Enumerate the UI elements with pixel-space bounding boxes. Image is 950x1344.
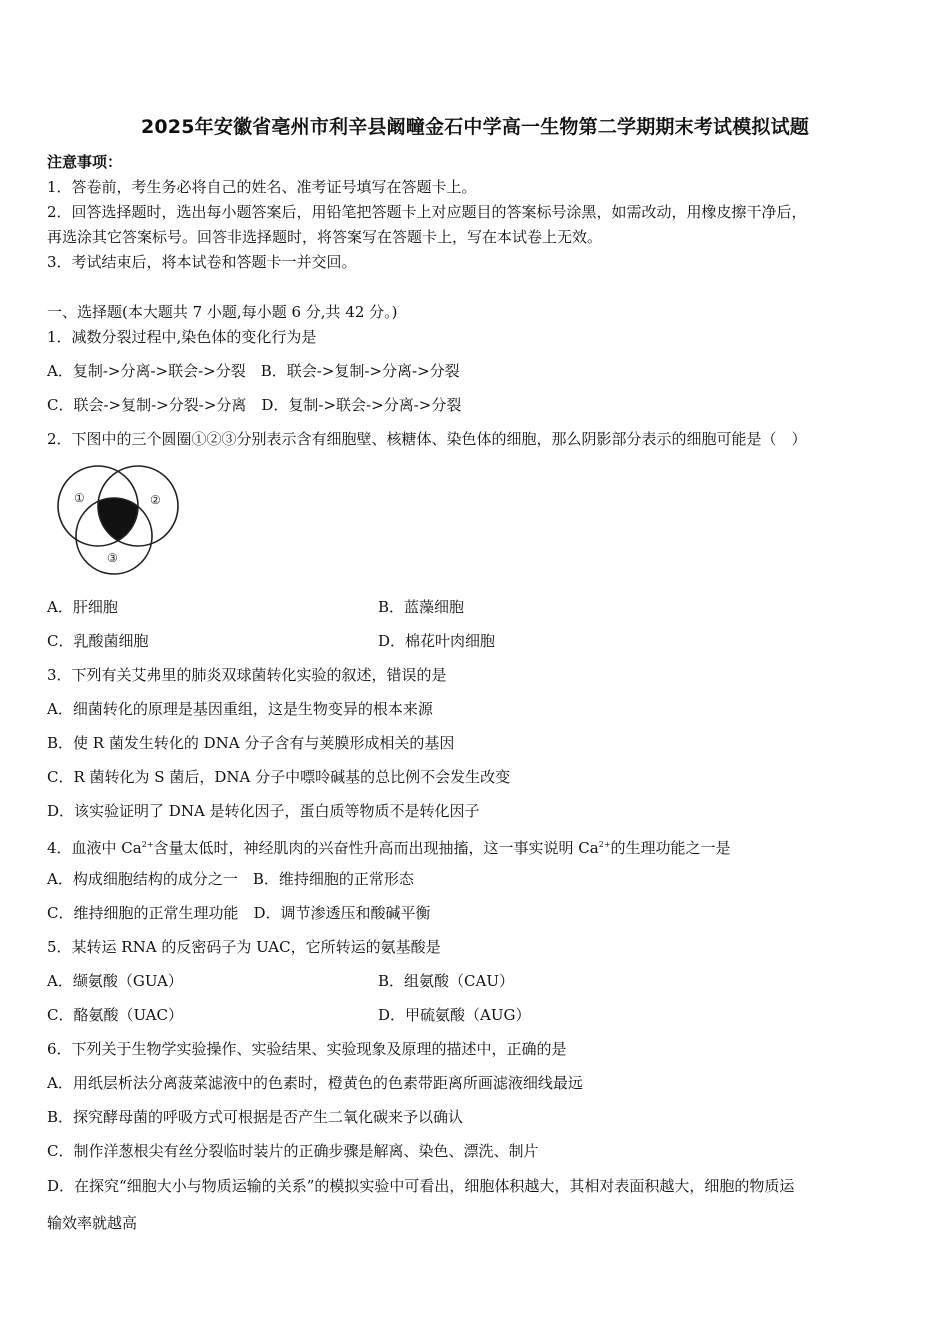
q4-options-row2: C．维持细胞的正常生理功能 D．调节渗透压和酸碱平衡 [47, 904, 431, 922]
notice-item-1: 1．答卷前，考生务必将自己的姓名、准考证号填写在答题卡上。 [47, 178, 477, 196]
q2-option-c: C．乳酸菌细胞 [47, 632, 149, 650]
q1-options-row1: A．复制->分离->联会->分裂 B．联会->复制->分离->分裂 [47, 362, 460, 380]
notice-item-2: 2．回答选择题时，选出每小题答案后，用铅笔把答题卡上对应题目的答案标号涂黑，如需改动，用橡皮擦干净后， [47, 203, 807, 221]
q4-sup-2: 2+ [598, 840, 611, 849]
q4-stem-c: 的生理功能之一是 [610, 839, 731, 857]
q6-option-b: B．探究酵母菌的呼吸方式可根据是否产生二氧化碳来予以确认 [47, 1108, 464, 1126]
section-heading: 一、选择题(本大题共 7 小题,每小题 6 分,共 42 分。) [47, 303, 398, 321]
venn-label-1: ① [74, 491, 85, 505]
q1-options-row2: C．联会->复制->分裂->分离 D．复制->联会->分离->分裂 [47, 396, 462, 414]
notice-item-3: 3．考试结束后，将本试卷和答题卡一并交回。 [47, 253, 357, 271]
q6-option-d-cont: 输效率就越高 [47, 1214, 138, 1232]
q6-option-a: A．用纸层析法分离菠菜滤液中的色素时，橙黄色的色素带距离所画滤液细线最远 [47, 1074, 583, 1092]
q6-stem: 6．下列关于生物学实验操作、实验结果、实验现象及原理的描述中，正确的是 [47, 1040, 567, 1058]
venn-label-2: ② [150, 493, 161, 507]
q2-option-b: B．蓝藻细胞 [378, 598, 465, 616]
venn-diagram [50, 460, 180, 580]
q2-option-d: D．棉花叶肉细胞 [378, 632, 496, 650]
q4-stem-b: 含量太低时，神经肌肉的兴奋性升高而出现抽搐，这一事实说明 Ca [153, 839, 599, 857]
q2-stem: 2．下图中的三个圆圈①②③分别表示含有细胞壁、核糖体、染色体的细胞，那么阴影部分表示的细胞可能是（ ） [47, 430, 807, 448]
q2-option-a: A．肝细胞 [47, 598, 118, 616]
venn-label-3: ③ [107, 551, 118, 565]
q4-stem-a: 4．血液中 Ca [47, 839, 142, 857]
q3-stem: 3．下列有关艾弗里的肺炎双球菌转化实验的叙述，错误的是 [47, 666, 447, 684]
q6-option-d: D．在探究“细胞大小与物质运输的关系”的模拟实验中可看出，细胞体积越大，其相对表面积越大，细胞的物质运 [47, 1177, 795, 1195]
q5-option-c: C．酪氨酸（UAC） [47, 1006, 183, 1024]
q3-option-b: B．使 R 菌发生转化的 DNA 分子含有与荚膜形成相关的基因 [47, 734, 455, 752]
q3-option-d: D．该实验证明了 DNA 是转化因子，蛋白质等物质不是转化因子 [47, 802, 480, 820]
q6-option-c: C．制作洋葱根尖有丝分裂临时装片的正确步骤是解离、染色、漂洗、制片 [47, 1142, 539, 1160]
q5-stem: 5．某转运 RNA 的反密码子为 UAC，它所转运的氨基酸是 [47, 938, 441, 956]
q4-stem [47, 835, 731, 858]
q5-option-d: D．甲硫氨酸（AUG） [378, 1006, 531, 1024]
notice-item-2-cont: 再选涂其它答案标号。回答非选择题时，将答案写在答题卡上，写在本试卷上无效。 [47, 228, 603, 246]
notice-heading: 注意事项： [47, 153, 123, 171]
q3-option-a: A．细菌转化的原理是基因重组，这是生物变异的根本来源 [47, 700, 433, 718]
q4-options-row1: A．构成细胞结构的成分之一 B．维持细胞的正常形态 [47, 870, 414, 888]
q1-stem: 1．减数分裂过程中,染色体的变化行为是 [47, 328, 317, 346]
q4-sup-1: 2+ [141, 840, 154, 849]
q5-option-a: A．缬氨酸（GUA） [47, 972, 183, 990]
page-title: 2025年安徽省亳州市利辛县阚疃金石中学高一生物第二学期期末考试模拟试题 [140, 116, 810, 138]
q3-option-c: C．R 菌转化为 S 菌后，DNA 分子中嘌呤碱基的总比例不会发生改变 [47, 768, 511, 786]
q5-option-b: B．组氨酸（CAU） [378, 972, 514, 990]
